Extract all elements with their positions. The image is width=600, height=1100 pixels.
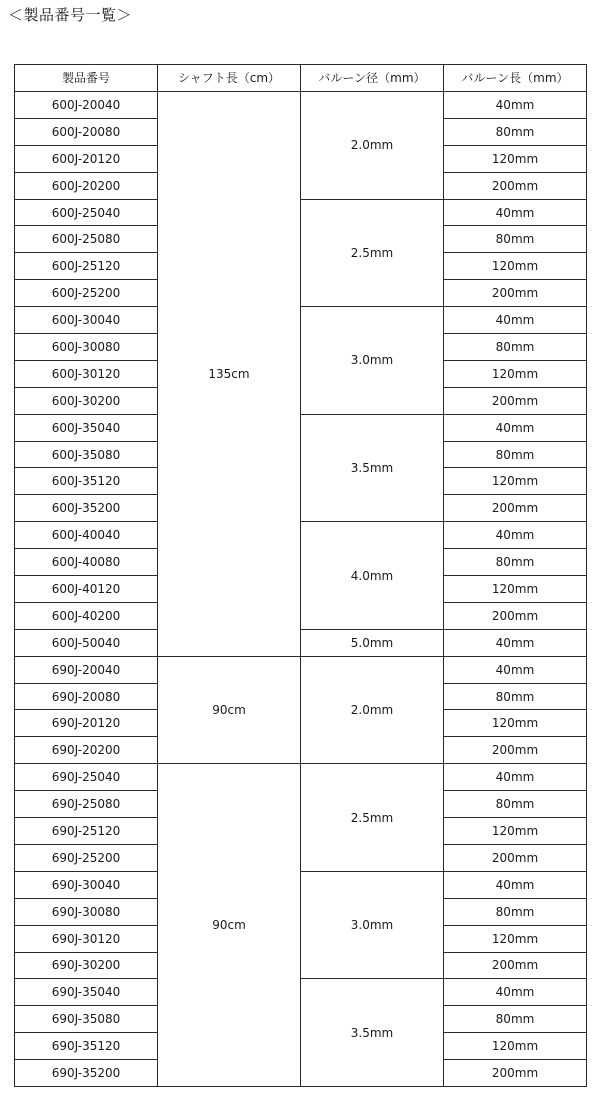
balloon-length-cell: 40mm — [444, 871, 587, 898]
balloon-length-cell: 80mm — [444, 226, 587, 253]
product-code-cell: 690J-35040 — [15, 979, 158, 1006]
balloon-diameter-cell: 4.0mm — [301, 522, 444, 630]
balloon-diameter-cell: 3.0mm — [301, 871, 444, 979]
balloon-length-cell: 120mm — [444, 818, 587, 845]
product-code-cell: 600J-40120 — [15, 576, 158, 603]
balloon-length-cell: 120mm — [444, 253, 587, 280]
product-table — [14, 64, 587, 1087]
shaft-length-cell: 90cm — [158, 764, 301, 1087]
product-code-cell: 600J-20120 — [15, 145, 158, 172]
balloon-diameter-cell: 3.5mm — [301, 979, 444, 1087]
product-code-cell: 690J-20200 — [15, 737, 158, 764]
product-code-cell: 600J-25040 — [15, 199, 158, 226]
product-code-cell: 600J-30040 — [15, 307, 158, 334]
balloon-length-cell: 120mm — [444, 925, 587, 952]
balloon-length-cell: 200mm — [444, 387, 587, 414]
product-code-cell: 600J-35080 — [15, 441, 158, 468]
product-code-cell: 600J-40200 — [15, 602, 158, 629]
balloon-length-cell: 200mm — [444, 602, 587, 629]
balloon-diameter-cell: 2.5mm — [301, 199, 444, 307]
product-code-cell: 600J-50040 — [15, 629, 158, 656]
product-code-cell: 600J-20200 — [15, 172, 158, 199]
balloon-length-cell: 40mm — [444, 629, 587, 656]
shaft-length-cell: 90cm — [158, 656, 301, 764]
product-code-cell: 690J-35200 — [15, 1060, 158, 1087]
balloon-length-cell: 120mm — [444, 576, 587, 603]
balloon-diameter-cell: 2.0mm — [301, 656, 444, 764]
product-code-cell: 690J-20080 — [15, 683, 158, 710]
product-code-cell: 690J-25120 — [15, 818, 158, 845]
product-code-cell: 690J-20120 — [15, 710, 158, 737]
balloon-length-cell: 200mm — [444, 1060, 587, 1087]
balloon-length-cell: 200mm — [444, 952, 587, 979]
balloon-length-cell: 80mm — [444, 1006, 587, 1033]
product-code-cell: 600J-40040 — [15, 522, 158, 549]
product-code-cell: 690J-25040 — [15, 764, 158, 791]
product-code-cell: 600J-25120 — [15, 253, 158, 280]
table-header-row — [15, 65, 587, 92]
balloon-length-cell: 80mm — [444, 441, 587, 468]
balloon-length-cell: 120mm — [444, 1033, 587, 1060]
balloon-length-cell: 200mm — [444, 280, 587, 307]
product-code-cell: 690J-30200 — [15, 952, 158, 979]
balloon-length-cell: 40mm — [444, 92, 587, 119]
product-code-cell: 600J-30200 — [15, 387, 158, 414]
table-body — [15, 92, 587, 1087]
product-code-cell: 600J-25200 — [15, 280, 158, 307]
balloon-diameter-cell: 3.0mm — [301, 307, 444, 415]
balloon-length-cell: 40mm — [444, 764, 587, 791]
header-balloon-diameter: バルーン径（mm） — [301, 65, 444, 92]
table-row — [15, 871, 587, 898]
product-code-cell: 600J-20040 — [15, 92, 158, 119]
balloon-length-cell: 80mm — [444, 683, 587, 710]
product-code-cell: 690J-30080 — [15, 898, 158, 925]
balloon-diameter-cell: 5.0mm — [301, 629, 444, 656]
balloon-length-cell: 40mm — [444, 656, 587, 683]
header-shaft-length: シャフト長（cm） — [158, 65, 301, 92]
table-row — [15, 199, 587, 226]
product-code-cell: 600J-40080 — [15, 549, 158, 576]
table-row — [15, 629, 587, 656]
product-code-cell: 690J-35080 — [15, 1006, 158, 1033]
header-product-code: 製品番号 — [15, 65, 158, 92]
table-row — [15, 979, 587, 1006]
balloon-length-cell: 120mm — [444, 145, 587, 172]
balloon-diameter-cell: 3.5mm — [301, 414, 444, 522]
table-row — [15, 414, 587, 441]
balloon-length-cell: 40mm — [444, 307, 587, 334]
page-title: ＜製品番号一覧＞ — [8, 6, 133, 24]
product-code-cell: 600J-25080 — [15, 226, 158, 253]
product-code-cell: 690J-30120 — [15, 925, 158, 952]
balloon-length-cell: 200mm — [444, 172, 587, 199]
balloon-length-cell: 120mm — [444, 710, 587, 737]
balloon-length-cell: 80mm — [444, 898, 587, 925]
product-code-cell: 600J-30080 — [15, 334, 158, 361]
table-row — [15, 92, 587, 119]
product-code-cell: 690J-35120 — [15, 1033, 158, 1060]
balloon-length-cell: 80mm — [444, 334, 587, 361]
product-code-cell: 600J-20080 — [15, 118, 158, 145]
product-code-cell: 600J-35200 — [15, 495, 158, 522]
balloon-length-cell: 80mm — [444, 791, 587, 818]
balloon-diameter-cell: 2.0mm — [301, 92, 444, 200]
balloon-length-cell: 40mm — [444, 414, 587, 441]
table-row — [15, 522, 587, 549]
table-row — [15, 307, 587, 334]
balloon-length-cell: 80mm — [444, 118, 587, 145]
product-code-cell: 690J-20040 — [15, 656, 158, 683]
balloon-length-cell: 120mm — [444, 468, 587, 495]
balloon-length-cell: 40mm — [444, 979, 587, 1006]
balloon-length-cell: 200mm — [444, 844, 587, 871]
balloon-length-cell: 80mm — [444, 549, 587, 576]
shaft-length-cell: 135cm — [158, 92, 301, 657]
header-balloon-length: バルーン長（mm） — [444, 65, 587, 92]
balloon-length-cell: 40mm — [444, 199, 587, 226]
product-code-cell: 600J-35120 — [15, 468, 158, 495]
product-code-cell: 600J-30120 — [15, 360, 158, 387]
balloon-diameter-cell: 2.5mm — [301, 764, 444, 872]
balloon-length-cell: 40mm — [444, 522, 587, 549]
product-code-cell: 690J-30040 — [15, 871, 158, 898]
table-row — [15, 656, 587, 683]
product-code-cell: 690J-25200 — [15, 844, 158, 871]
balloon-length-cell: 120mm — [444, 360, 587, 387]
table-row — [15, 764, 587, 791]
product-code-cell: 600J-35040 — [15, 414, 158, 441]
balloon-length-cell: 200mm — [444, 495, 587, 522]
balloon-length-cell: 200mm — [444, 737, 587, 764]
product-code-cell: 690J-25080 — [15, 791, 158, 818]
